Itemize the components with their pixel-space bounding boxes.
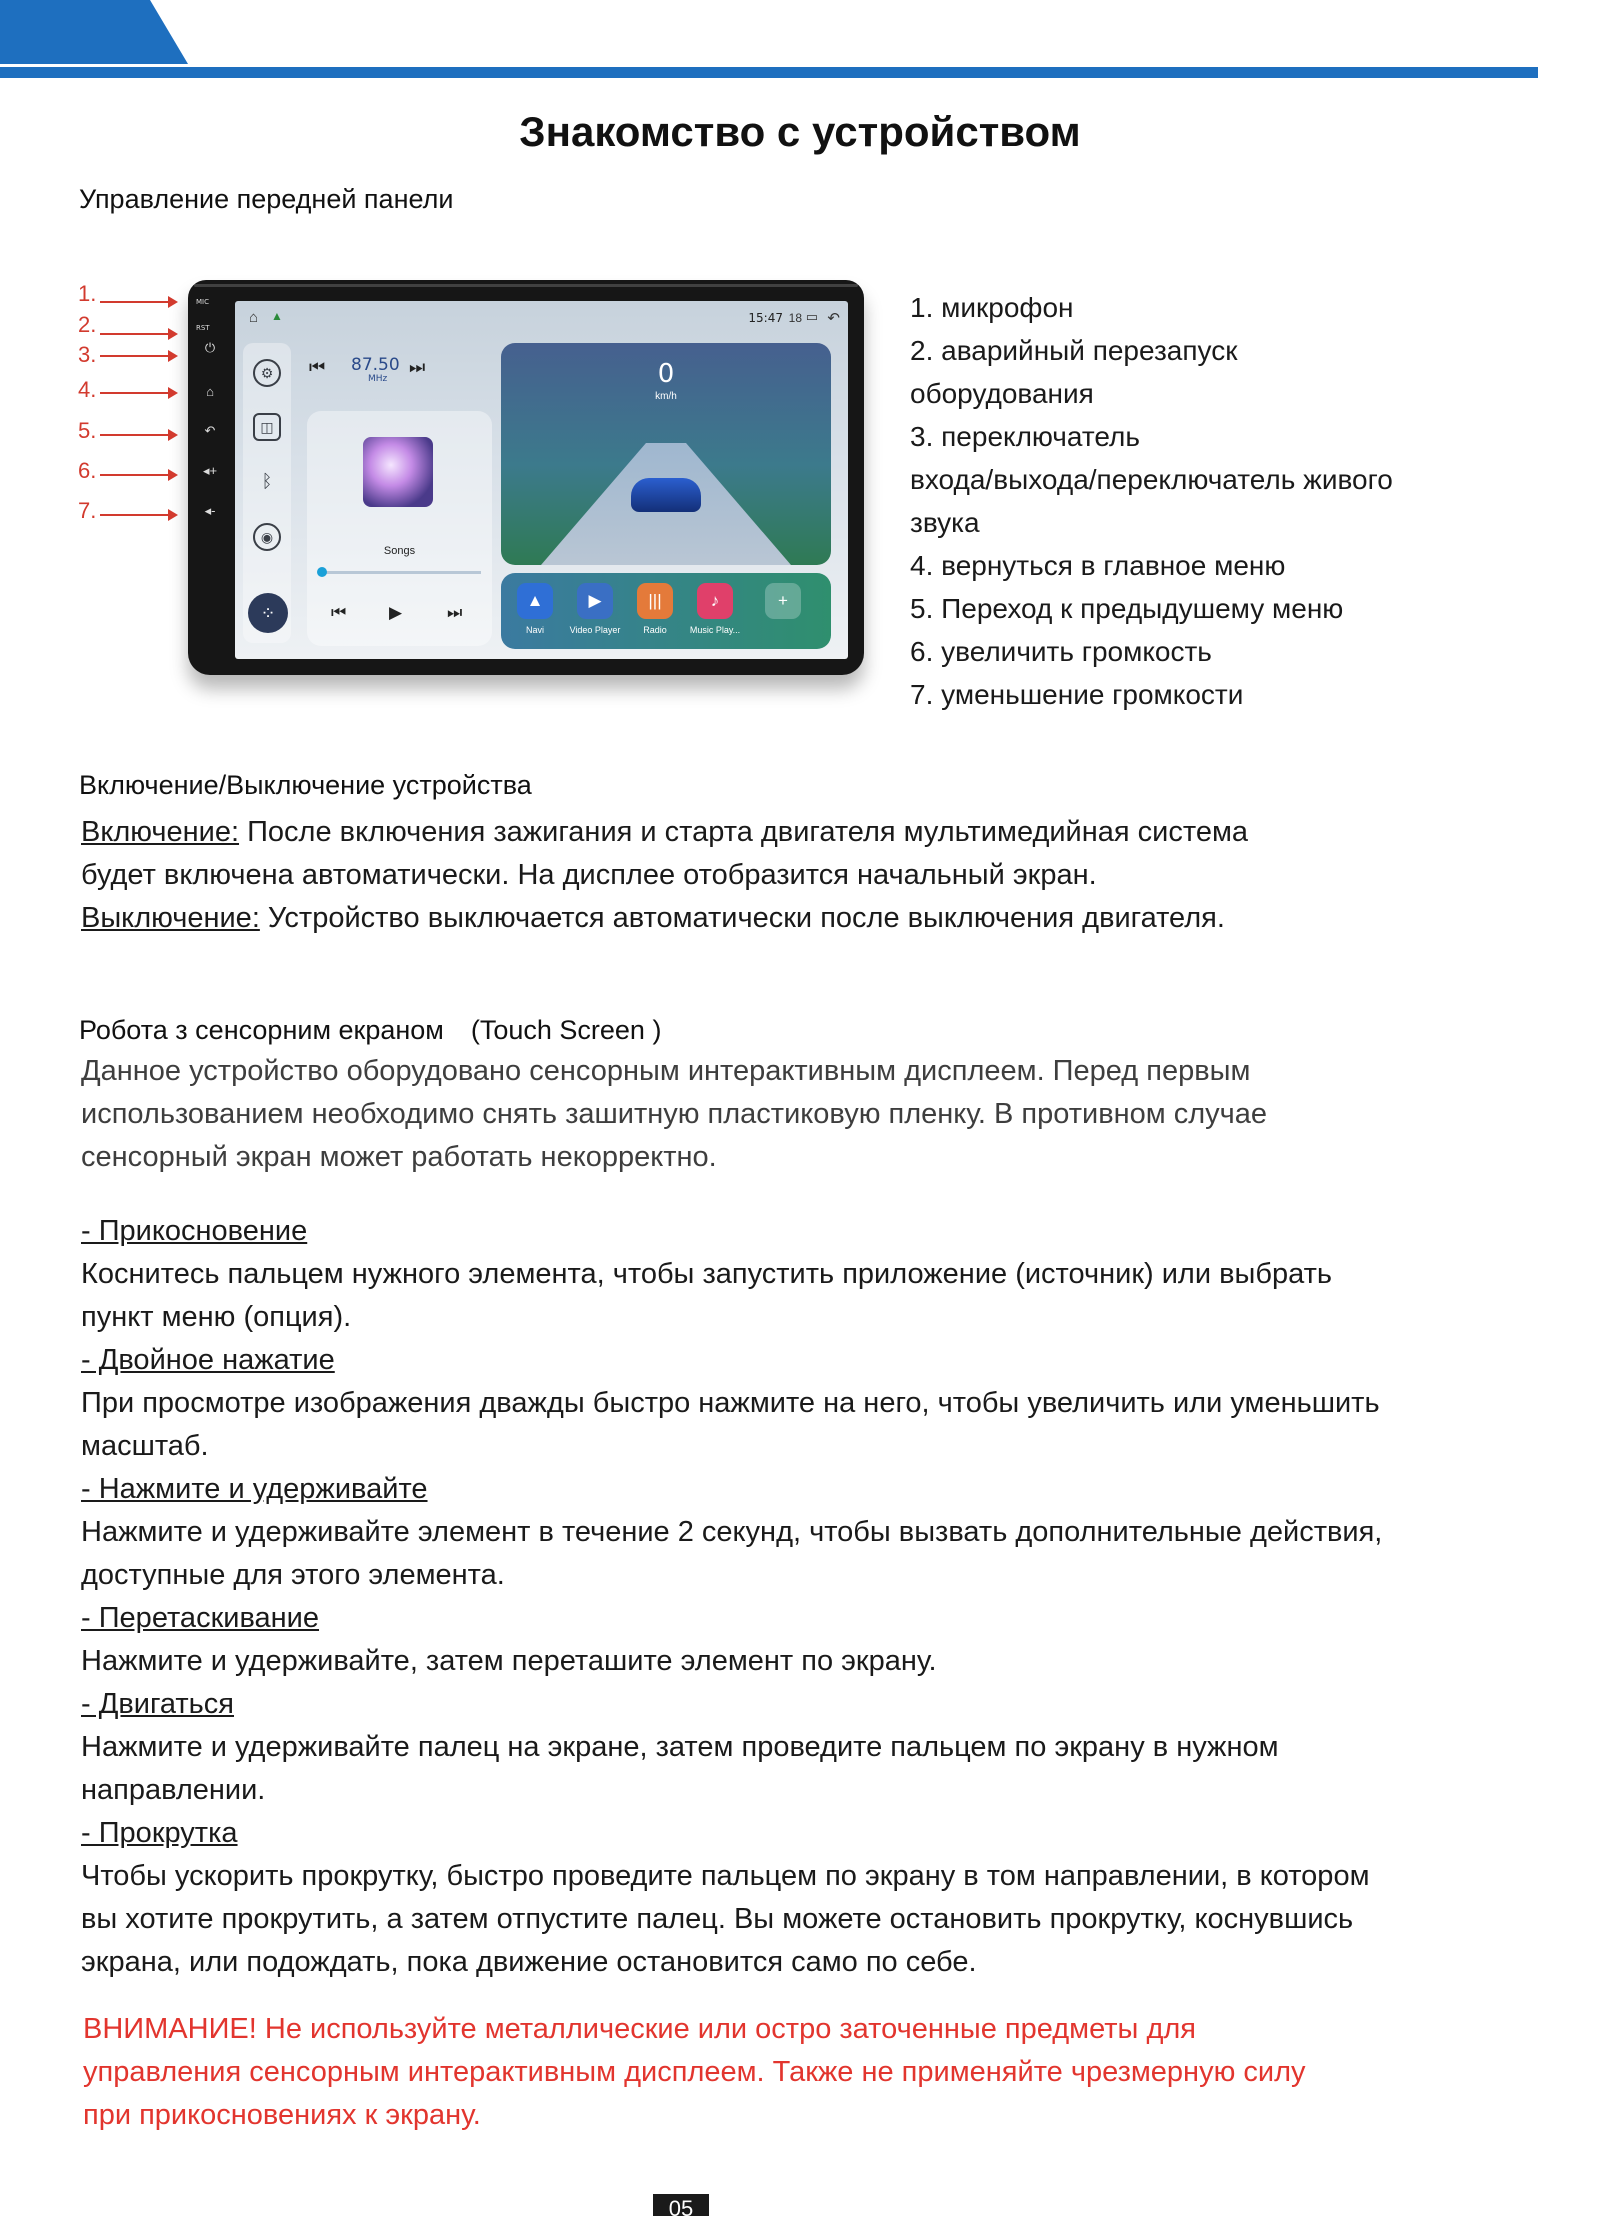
callout-3: 3. — [78, 342, 97, 367]
app-add — [763, 583, 803, 619]
gesture-line: Чтобы ускорить прокрутку, быстро проведите пальцем по экрану в том направлении, в котором — [81, 1860, 1370, 1892]
location-icon: ◉ — [253, 523, 281, 551]
app-video-player — [569, 583, 621, 635]
gesture-line: направлении. — [81, 1774, 266, 1806]
rst-label: RST — [196, 324, 210, 332]
callout-arrow-7 — [100, 514, 176, 516]
power-icon: ⏻ — [204, 340, 216, 355]
speed-widget — [501, 343, 831, 565]
section-heading-touch: Робота з сенсорним екраном (Touch Screen ) — [79, 1015, 662, 1045]
callout-4: 4. — [78, 377, 97, 402]
callout-6: 6. — [78, 458, 97, 483]
header-rule — [0, 67, 1538, 78]
page-number: 05 — [653, 2194, 709, 2216]
mic-label: MIC — [196, 298, 209, 306]
header-tab-decoration — [0, 0, 188, 64]
touch-intro — [81, 1050, 1511, 1179]
touch-intro-line: Данное устройство оборудовано сенсорным интерактивным дисплеем. Перед первым — [81, 1055, 1251, 1087]
music-note-icon: ♪ — [697, 583, 733, 619]
callout-arrow-5 — [100, 434, 176, 436]
gesture-line: Нажмите и удерживайте, затем переташите элемент по экрану. — [81, 1645, 937, 1677]
gesture-list — [81, 1210, 1511, 1984]
legend-line: 6. увеличить громкость — [910, 636, 1212, 667]
radio-icon: ◫ — [253, 413, 281, 441]
app-label: Video Player — [569, 625, 621, 635]
touch-intro-line: использованием необходимо снять зашитную пластиковую пленку. В противном случае — [81, 1098, 1268, 1130]
prev-station-icon: ⏮ — [309, 357, 326, 377]
app-label: Music Play... — [689, 625, 741, 635]
car-graphic — [631, 478, 701, 512]
apps-grid-icon: ⁘ — [248, 593, 288, 633]
next-station-icon: ⏭ — [409, 357, 426, 377]
legend-line: 4. вернуться в главное меню — [910, 550, 1286, 581]
legend-line: звука — [910, 507, 980, 538]
gesture-title: - Перетаскивание — [81, 1602, 320, 1634]
power-on-text-1: После включения зажигания и старта двигателя мультимедийная система — [239, 816, 1249, 848]
home-small-icon: ▲ — [271, 309, 283, 323]
gesture-line: Коснитесь пальцем нужного элемента, чтобы запустить приложение (источник) или выбрать — [81, 1258, 1332, 1290]
callout-arrow-6 — [100, 474, 176, 476]
head-unit-illustration — [188, 280, 864, 675]
gesture-line: Нажмите и удерживайте палец на экране, затем проведите пальцем по экрану в нужном — [81, 1731, 1279, 1763]
next-track-icon: ⏭ — [447, 603, 463, 622]
app-music — [689, 583, 741, 635]
touch-intro-line: сенсорный экран может работать некорректно. — [81, 1141, 717, 1173]
warning-line: при прикосновениях к экрану. — [83, 2099, 481, 2131]
warning-line: ВНИМАНИЕ! Не используйте металлические или остро заточенные предметы для — [83, 2013, 1196, 2045]
gesture-line: экрана, или подождать, пока движение остановится само по себе. — [81, 1946, 977, 1978]
callout-arrow-2 — [100, 333, 176, 335]
gesture-line: вы хотите прокрутить, а затем отпустите палец. Вы можете остановить прокрутку, коснувшись — [81, 1903, 1354, 1935]
bluetooth-icon: ᛒ — [261, 470, 273, 491]
back-icon: ↶ — [204, 423, 216, 438]
gesture-title: - Двигаться — [81, 1688, 234, 1720]
callout-2: 2. — [78, 312, 97, 337]
gesture-title: - Прикосновение — [81, 1215, 308, 1247]
app-dock — [501, 573, 831, 649]
prev-track-icon: ⏮ — [331, 603, 347, 622]
volume-level: 18 — [788, 311, 802, 325]
app-radio — [635, 583, 675, 635]
callout-5: 5. — [78, 418, 97, 443]
gesture-line: При просмотре изображения дважды быстро нажмите на него, чтобы увеличить или уменьшить — [81, 1387, 1380, 1419]
radio-widget — [299, 343, 429, 401]
return-icon: ↶ — [827, 310, 840, 327]
music-widget — [307, 411, 492, 646]
plus-icon: + — [765, 583, 801, 619]
power-off-label: Выключение: — [81, 902, 260, 934]
speed-value: 0 — [657, 359, 675, 389]
page-title: Знакомство с устройством — [519, 108, 1081, 155]
gesture-title: - Двойное нажатие — [81, 1344, 335, 1376]
warning-line: управления сенсорным интерактивным дисплеем. Также не применяйте чрезмерную силу — [83, 2056, 1306, 2088]
legend-line: 1. микрофон — [910, 292, 1074, 323]
callout-arrow-3 — [100, 355, 176, 357]
button-legend — [910, 286, 1470, 716]
volume-up-icon: ◂+ — [202, 463, 218, 478]
section-heading-front-panel: Управление передней панели — [79, 184, 454, 214]
app-label: Radio — [643, 625, 667, 635]
play-icon: ▶ — [577, 583, 613, 619]
left-rail — [243, 343, 291, 643]
gesture-line: Нажмите и удерживайте элемент в течение 2 секунд, чтобы вызвать дополнительные действия, — [81, 1516, 1383, 1548]
app-label: Navi — [525, 625, 544, 635]
legend-line: входа/выхода/переключатель живого — [910, 464, 1393, 495]
navigation-arrow-icon: ▲ — [517, 583, 553, 619]
callout-arrow-1 — [100, 301, 176, 303]
legend-line: 7. уменьшение громкости — [910, 679, 1244, 710]
app-navi — [515, 583, 555, 635]
gesture-line: масштаб. — [81, 1430, 209, 1462]
window-icon: ▭ — [805, 309, 818, 324]
legend-line: 5. Переход к предыдушему меню — [910, 593, 1344, 624]
power-on-label: Включение: — [81, 816, 240, 848]
device-screen — [235, 301, 848, 659]
callout-1: 1. — [78, 281, 97, 306]
legend-line: 3. переключатель — [910, 421, 1140, 452]
gesture-title: - Нажмите и удерживайте — [81, 1473, 428, 1505]
callout-arrow-4 — [100, 392, 176, 394]
play-icon: ▶ — [389, 603, 403, 622]
callout-7: 7. — [78, 498, 97, 523]
radio-wave-icon: ||| — [637, 583, 673, 619]
status-bar — [235, 301, 848, 335]
legend-line: 2. аварийный перезапуск — [910, 335, 1238, 366]
music-progress — [321, 571, 481, 574]
radio-unit: MHz — [368, 374, 388, 384]
warning-note — [83, 2008, 1513, 2137]
legend-line: оборудования — [910, 378, 1094, 409]
power-off-text: Устройство выключается автоматически после выключения двигателя. — [259, 902, 1225, 934]
speed-unit: km/h — [655, 391, 677, 402]
gesture-line: пункт меню (опция). — [81, 1301, 352, 1333]
gesture-line: доступные для этого элемента. — [81, 1559, 505, 1591]
gesture-title: - Прокрутка — [81, 1817, 238, 1849]
power-on-text-2: будет включена автоматически. На дисплее отобразится начальный экран. — [81, 859, 1097, 891]
radio-frequency: 87.50 — [351, 355, 400, 375]
nav-toggle-icon: ⌂ — [249, 309, 259, 326]
power-description — [81, 811, 1511, 940]
home-icon: ⌂ — [206, 383, 214, 399]
settings-icon: ⚙ — [253, 359, 281, 387]
volume-down-icon: ◂- — [204, 503, 216, 518]
section-heading-power: Включение/Выключение устройства — [79, 770, 532, 800]
album-art — [363, 437, 433, 507]
songs-label: Songs — [383, 545, 416, 557]
status-time: 15:47 — [748, 311, 783, 325]
